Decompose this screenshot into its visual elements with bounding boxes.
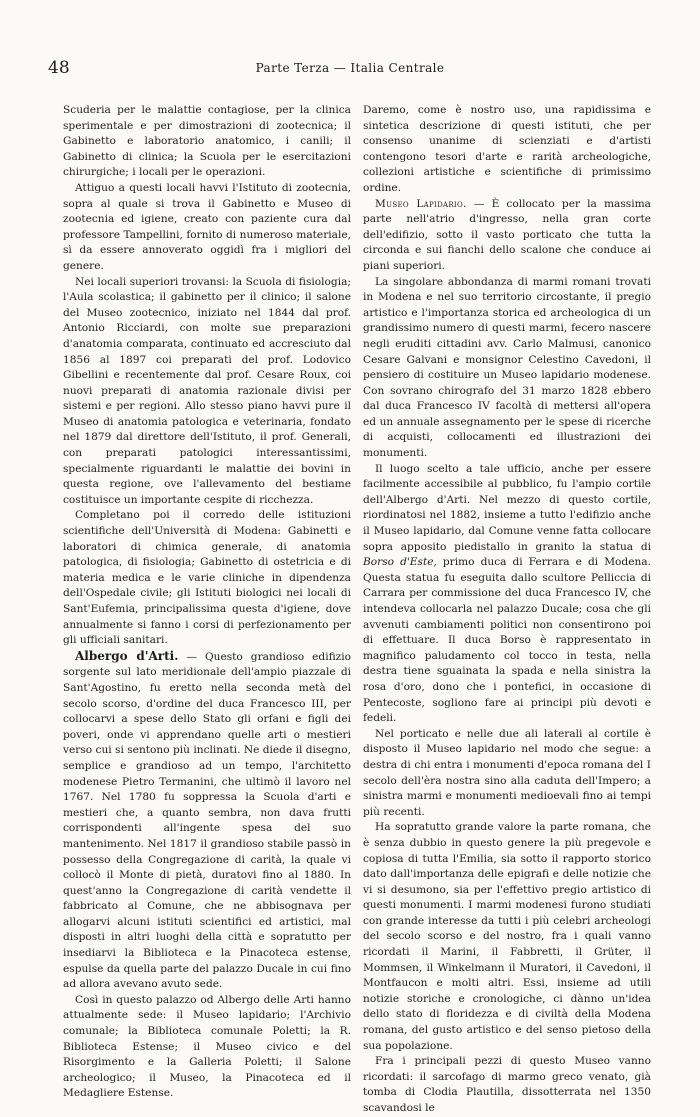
paragraph: Completano poi il corredo delle istituzioni scientifiche dell'Università di Modena: Gabinetti e laboratori di chimica generale, di anatomia patologica, di fisiologia; Gabinetto di ostetricia e di materia medica e le varie cliniche in dipendenza dell'Ospedale civile; gli Istituti biologici nei locali di Sant'Eufemia, principalissima questa d'igiene, dove annualmente si fanno i corsi di perfezionamento per gli ufficiali sanitari. <box>63 509 351 647</box>
paragraph: Ha sopratutto grande valore la parte romana, che è senza dubbio in questo genere la più pregevole e copiosa di tutta l'Emilia, sia sotto il rapporto storico dato dall'importanza delle epigrafi e delle notizie che vi si desumono, sia per l'effettivo pregio artistico di questi monumenti. I marmi modenesi furono studiati con grande interesse da tutti i più celebri archeologi del secolo scorso e del nostro, fra i quali vanno ricordati il Marini, il Fabbretti, il Grüter, il Mommsen, il Winkelmann il Muratori, il Cavedoni, il Montfaucon e molti altri. Essi, insieme ad utili notizie storiche e cronologiche, ci dànno un'idea dello stato di floridezza e di civiltà della Modena romana, del gusto artistico e del senso pietoso della sua popolazione. <box>363 821 651 1052</box>
running-title: Parte Terza — Italia Centrale <box>255 61 445 75</box>
section-heading-museo-lapidario: Museo Lapidario. <box>375 197 467 210</box>
paragraph: Scuderia per le malattie contagiose, per la clinica sperimentale e per dimostrazioni di zootecnica; il Gabinetto e laboratorio anatomico, i canili; il Gabinetto di clinica; la Scuola per le esercitazioni chirurgiche; i locali per le operazioni. <box>63 104 351 179</box>
paragraph: Attiguo a questi locali havvi l'Istituto di zootecnia, sopra al quale si trova il Gabinetto e Museo di zootecnia ed igiene, creato con paziente cura dal professore Tampellini, fornito di numeroso materiale, sì da essere annoverato oggidì fra i migliori del genere. <box>63 181 351 272</box>
paragraph-borso <box>363 462 651 727</box>
paragraph: Fra i principali pezzi di questo Museo vanno ricordati: il sarcofago di marmo greco venato, già tomba di Clodia Plautilla, dissotterrata nel 1350 scavandosi le <box>363 1055 651 1114</box>
paragraph-text: — Questo grandioso edifizio sorgente sul lato meridionale dell'ampio piazzale di Sant'Agostino, fu eretto nella seconda metà del secolo scorso, d'ordine del duca Francesco III, per collocarvi a spese dello Stato gli orfani e figli dei poveri, onde vi apprendano quelle arti o mestieri verso cui si sentono più inclinati. Ne diede il disegno, semplice e grandioso ad un tempo, l'architetto modenese Pietro Termanini, che ultimò il lavoro nel 1767. Nel 1780 fu soppressa la Scuola d'arti e mestieri che, a quanto sembra, non dava frutti corrispondenti all'ingente spesa del suo mantenimento. Nel 1817 il grandioso stabile passò in possesso della Congregazione di carità, la quale vi collocò il Monte di pietà, duratovi fino al 1880. In quest'anno la Congregazione di carità vendette il fabbricato al Comune, che ne abbisognava per allogarvi alcuni istituti scientifici ed artistici, mal disposti in altri luoghi della città e sopratutto per insediarvi la Biblioteca e la Pinacoteca estense, espulse da quella parte del palazzo Ducale in cui fino ad allora avevano avuto sede. <box>63 650 351 991</box>
statue-name: Borso d'Este <box>363 556 434 569</box>
paragraph-text: Il luogo scelto a tale ufficio, anche per essere facilmente accessibile al pubblico, fu l'ampio cortile dell'Albergo d'Arti. Nel mezzo di questo cortile, riordinatosi nel 1882, insieme a tutto l'edifizio anche il Museo lapidario, dal Comune venne fatta collocare sopra apposito piedistallo in granito la statua di <box>363 462 651 553</box>
paragraph: Daremo, come è nostro uso, una rapidissima e sintetica descrizione di questi istituti, che per consenso unanime di scienziati e d'artisti contengono tesori d'arte e rarità archeologiche, collezioni artistiche e scientifiche di primissimo ordine. <box>363 104 651 194</box>
paragraph: Nel porticato e nelle due ali laterali al cortile è disposto il Museo lapidario nel modo che segue: a destra di chi entra i monumenti d'epoca romana del I secolo dell'èra nostra sino alla caduta dell'Impero; a sinistra marmi e monumenti medioevali fino ai tempi più recenti. <box>363 727 651 818</box>
paragraph-museo-lapidario <box>363 197 651 275</box>
paragraph-albergo <box>63 649 351 993</box>
paragraph: La singolare abbondanza di marmi romani trovati in Modena e nel suo territorio circostante, il pregio artistico e l'importanza storica ed archeologica di un grandissimo numero di questi marmi, fecero nascere negli eruditi cittadini avv. Carlo Malmusi, canonico Cesare Galvani e monsignor Celestino Cavedoni, il pensiero di costituire un Museo lapidario modenese. Con sovrano chirografo del 31 marzo 1828 ebbero dal duca Francesco IV facoltà di mettersi all'opera ed un annuale assegnamento per le spese di ricerche di acquisti, collocamenti ed illustrazioni dei monumenti. <box>363 275 651 460</box>
paragraph: Così in questo palazzo od Albergo delle Arti hanno attualmente sede: il Museo lapidario; l'Archivio comunale; la Biblioteca comunale Poletti; la R. Biblioteca Estense; il Museo civico e del Risorgimento e la Galleria Poletti; il Salone archeologico; il Museo, la Pinacoteca ed il Medagliere Estense. <box>63 993 351 1100</box>
page-header <box>48 58 652 82</box>
right-column <box>363 103 651 1117</box>
paragraph-text: — È collocato per la massima parte nell'atrio d'ingresso, nella gran corte dell'edifizio, sotto il vasto porticato che tutta la circonda e sui fianchi dello scalone che conduce ai piani superiori. <box>363 197 651 272</box>
left-column <box>63 103 351 1102</box>
section-heading-albergo: Albergo d'Arti. <box>75 648 179 663</box>
paragraph: Nei locali superiori trovansi: la Scuola di fisiologia; l'Aula scolastica; il gabinetto per il clinico; il salone del Museo zootecnico, iniziato nel 1844 dal prof. Antonio Ricciardi, con molte sue preparazioni d'anatomia comparata, continuato ed accresciuto dal 1856 al 1897 coi preparati del prof. Lodovico Gibellini e recentemente dal prof. Cesare Roux, coi nuovi preparati di anatomia razionale divisi per sistemi e per regioni. Allo stesso piano havvi pure il Museo di anatomia patologica e veterinaria, fondato nel 1879 dal direttore dell'Istituto, il prof. Generali, con preparati patologici interessantissimi, specialmente riguardanti le malattie dei bovini in questa regione, ove l'allevamento del bestiame costituisce un importante cespite di ricchezza. <box>63 275 351 506</box>
page-number: 48 <box>48 58 70 78</box>
paragraph-text: , primo duca di Ferrara e di Modena. Questa statua fu eseguita dallo scultore Pelliccia di Carrara per commissione del duca Francesco IV, che intendeva collocarla nel palazzo Ducale; cosa che gli avvenuti cambiamenti politici non consentirono poi di effettuare. Il duca Borso è rappresentato in magnifico paludamento col tocco in testa, nella destra tiene sguainata la spada e nella sinistra la rosa d'oro, dono che i pontefici, in occasione di Pentecoste, sogliono fare ai principi più devoti e fedeli. <box>363 556 651 725</box>
